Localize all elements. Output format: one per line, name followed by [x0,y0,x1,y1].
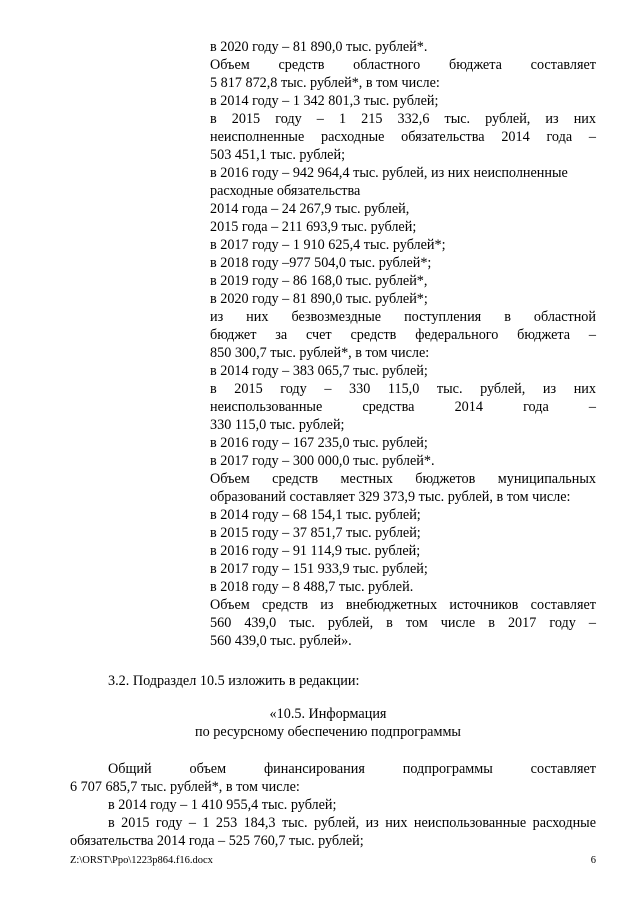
text-line: 560 439,0 тыс. рублей, в том числе в 2017 году – [210,615,596,631]
text-line: в 2014 году – 1 342 801,3 тыс. рублей; [210,93,439,109]
text-line: Общий объем финансирования подпрограммы составляет [108,761,596,777]
text-line: образований составляет 329 373,9 тыс. рублей, в том числе: [210,489,571,505]
text-line: в 2014 году – 383 065,7 тыс. рублей; [210,363,428,379]
text-line: в 2014 году – 1 410 955,4 тыс. рублей; [108,797,337,813]
text-line: 330 115,0 тыс. рублей; [210,417,345,433]
text-line: в 2020 году – 81 890,0 тыс. рублей*; [210,291,428,307]
text-line: 2015 года – 211 693,9 тыс. рублей; [210,219,417,235]
text-line: 560 439,0 тыс. рублей». [210,633,352,649]
text-line: расходные обязательства [210,183,361,199]
text-line: 2014 года – 24 267,9 тыс. рублей, [210,201,410,217]
text-line: в 2018 году – 8 488,7 тыс. рублей. [210,579,414,595]
text-line: 850 300,7 тыс. рублей*, в том числе: [210,345,430,361]
text-line: в 2017 году – 1 910 625,4 тыс. рублей*; [210,237,446,253]
text-line: Объем средств местных бюджетов муниципальных [210,471,596,487]
text-line: в 2015 году – 1 215 332,6 тыс. рублей, из них [210,111,596,127]
text-line: в 2014 году – 68 154,1 тыс. рублей; [210,507,421,523]
text-line: неиспользованные средства 2014 года – [210,399,596,415]
text-line: в 2017 году – 151 933,9 тыс. рублей; [210,561,428,577]
section-heading: «10.5. Информация [269,706,387,722]
text-line: в 2015 году – 37 851,7 тыс. рублей; [210,525,421,541]
text-line: из них безвозмездные поступления в областной [210,309,596,325]
text-line: бюджет за счет средств федерального бюджета – [210,327,596,343]
text-line: в 2016 году – 167 235,0 тыс. рублей; [210,435,428,451]
text-line: в 2020 году – 81 890,0 тыс. рублей*. [210,39,428,55]
text-line: в 2019 году – 86 168,0 тыс. рублей*, [210,273,428,289]
text-line: 5 817 872,8 тыс. рублей*, в том числе: [210,75,440,91]
text-line: 6 707 685,7 тыс. рублей*, в том числе: [70,779,300,795]
text-line: Объем средств областного бюджета составляет [210,57,596,73]
section-instruction: 3.2. Подраздел 10.5 изложить в редакции: [108,673,360,689]
text-line: в 2017 году – 300 000,0 тыс. рублей*. [210,453,435,469]
text-line: Объем средств из внебюджетных источников составляет [210,597,596,613]
text-line: в 2015 году – 1 253 184,3 тыс. рублей, из них неиспользованные расходные [108,815,596,831]
text-line: неисполненные расходные обязательства 2014 года – [210,129,596,145]
text-line: 503 451,1 тыс. рублей; [210,147,346,163]
text-line: в 2018 году –977 504,0 тыс. рублей*; [210,255,432,271]
footer-file-path: Z:\ORST\Ppo\1223p864.f16.docx [70,855,213,866]
section-subheading: по ресурсному обеспечению подпрограммы [195,724,461,740]
text-line: обязательства 2014 года – 525 760,7 тыс. рублей; [70,833,364,849]
text-line: в 2015 году – 330 115,0 тыс. рублей, из них [210,381,596,397]
page-number: 6 [590,855,596,866]
text-line: в 2016 году – 91 114,9 тыс. рублей; [210,543,421,559]
text-line: в 2016 году – 942 964,4 тыс. рублей, из них неисполненные [210,165,568,181]
